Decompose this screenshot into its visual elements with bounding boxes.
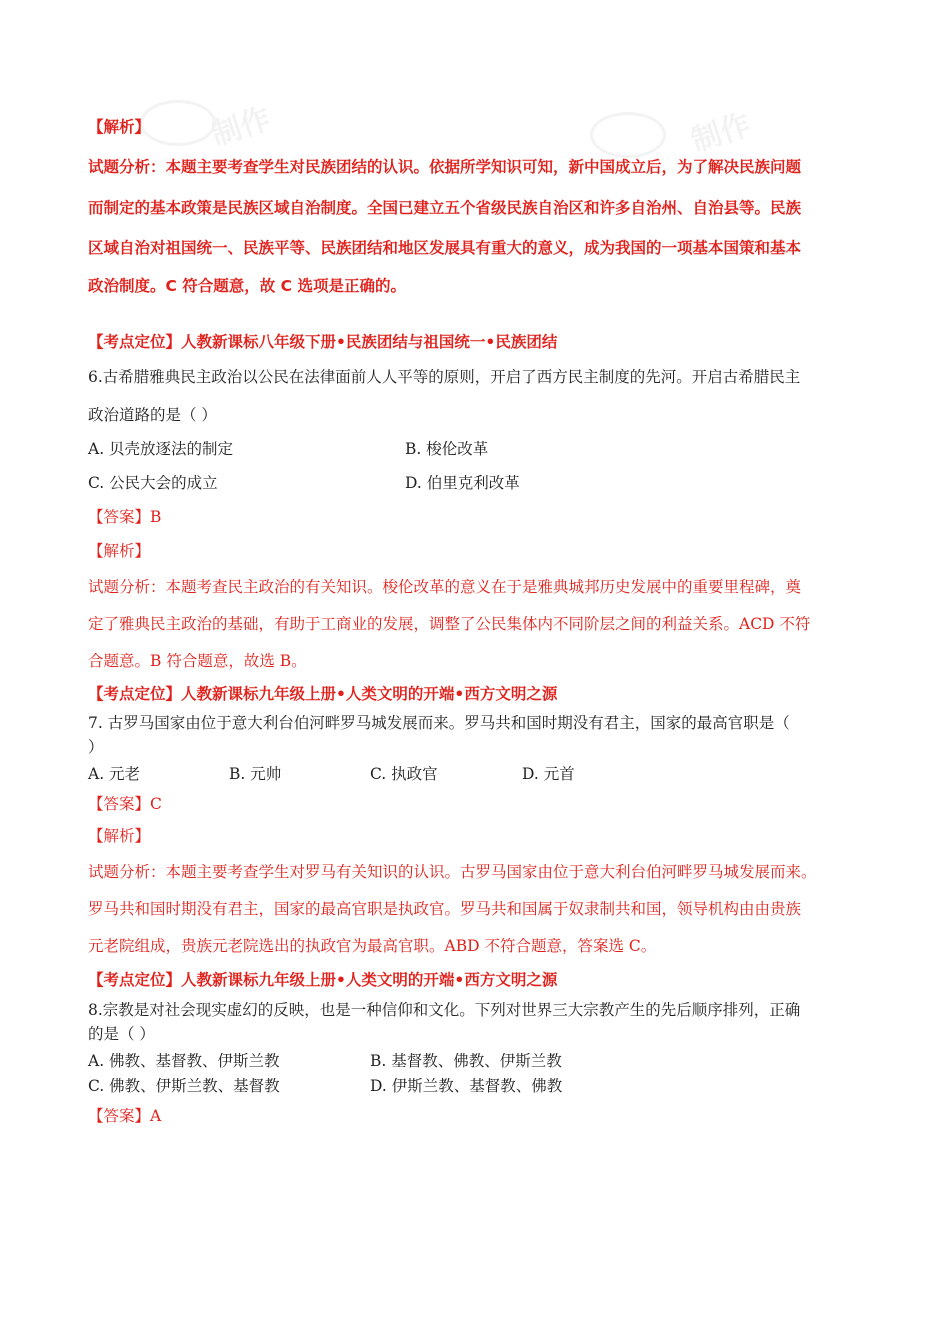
option-c: C. 公民大会的成立 — [88, 474, 218, 492]
option-b: B. 基督教、佛教、伊斯兰教 — [370, 1052, 562, 1070]
question-stem: 的是（ ） — [88, 1025, 155, 1043]
option-d: D. 元首 — [522, 765, 575, 783]
question-stem: ） — [88, 738, 104, 756]
option-c: C. 执政官 — [370, 765, 438, 783]
watermark: 制作 — [687, 107, 756, 160]
analysis-text-line: 试题分析：本题主要考查学生对罗马有关知识的认识。古罗马国家由位于意大利台伯河畔罗马城发展而来。 — [88, 863, 817, 881]
option-b: B. 元帅 — [229, 765, 282, 783]
option-d: D. 伯里克利改革 — [405, 474, 520, 492]
answer-label: 【答案】A — [88, 1107, 162, 1125]
option-a: A. 元老 — [88, 765, 141, 783]
option-a: A. 佛教、基督教、伊斯兰教 — [88, 1052, 280, 1070]
analysis-text-line: 区域自治对祖国统一、民族平等、民族团结和地区发展具有重大的意义，成为我国的一项基本国策和基本 — [88, 239, 802, 257]
analysis-text-line: 合题意。B 符合题意，故选 B。 — [88, 652, 307, 670]
option-d: D. 伊斯兰教、基督教、佛教 — [370, 1077, 563, 1095]
analysis-text-line: 定了雅典民主政治的基础，有助于工商业的发展，调整了公民集体内不同阶层之间的利益关系。ACD 不符 — [88, 615, 811, 633]
kaodian-label: 【考点定位】人教新课标八年级下册•民族团结与祖国统一•民族团结 — [88, 332, 558, 351]
option-c: C. 佛教、伊斯兰教、基督教 — [88, 1077, 280, 1095]
watermark-logo — [140, 100, 216, 146]
question-stem: 6.古希腊雅典民主政治以公民在法律面前人人平等的原则，开启了西方民主制度的先河。开启古希腊民主 — [88, 368, 801, 386]
watermark: 制作 — [207, 101, 276, 154]
analysis-text-line: 试题分析：本题考查民主政治的有关知识。梭伦改革的意义在于是雅典城邦历史发展中的重要里程碑，奠 — [88, 578, 802, 596]
analysis-text-line: 而制定的基本政策是民族区域自治制度。全国已建立五个省级民族自治区和许多自治州、自治县等。民族 — [88, 199, 802, 217]
analysis-text-line: 政治制度。C 符合题意，故 C 选项是正确的。 — [88, 277, 406, 295]
analysis-text-line: 元老院组成，贵族元老院选出的执政官为最高官职。ABD 不符合题意，答案选 C。 — [88, 937, 657, 955]
analysis-tag: 【解析】 — [88, 542, 151, 560]
kaodian-label: 【考点定位】人教新课标九年级上册•人类文明的开端•西方文明之源 — [88, 970, 558, 989]
option-b: B. 梭伦改革 — [405, 440, 489, 458]
analysis-tag: 【解析】 — [88, 827, 151, 845]
analysis-tag: 【解析】 — [88, 117, 151, 136]
answer-label: 【答案】B — [88, 508, 162, 526]
question-stem: 7. 古罗马国家由位于意大利台伯河畔罗马城发展而来。罗马共和国时期没有君主，国家的最高官职是（ — [88, 714, 790, 732]
analysis-text-line: 试题分析：本题主要考查学生对民族团结的认识。依据所学知识可知，新中国成立后，为了解决民族问题 — [88, 158, 802, 176]
watermark-logo — [590, 112, 666, 158]
answer-label: 【答案】C — [88, 795, 162, 813]
kaodian-label: 【考点定位】人教新课标九年级上册•人类文明的开端•西方文明之源 — [88, 684, 558, 703]
question-stem: 政治道路的是（ ） — [88, 406, 217, 424]
question-stem: 8.宗教是对社会现实虚幻的反映，也是一种信仰和文化。下列对世界三大宗教产生的先后顺序排列，正确 — [88, 1001, 801, 1019]
analysis-text-line: 罗马共和国时期没有君主，国家的最高官职是执政官。罗马共和国属于奴隶制共和国，领导机构由由贵族 — [88, 900, 802, 918]
option-a: A. 贝壳放逐法的制定 — [88, 440, 234, 458]
